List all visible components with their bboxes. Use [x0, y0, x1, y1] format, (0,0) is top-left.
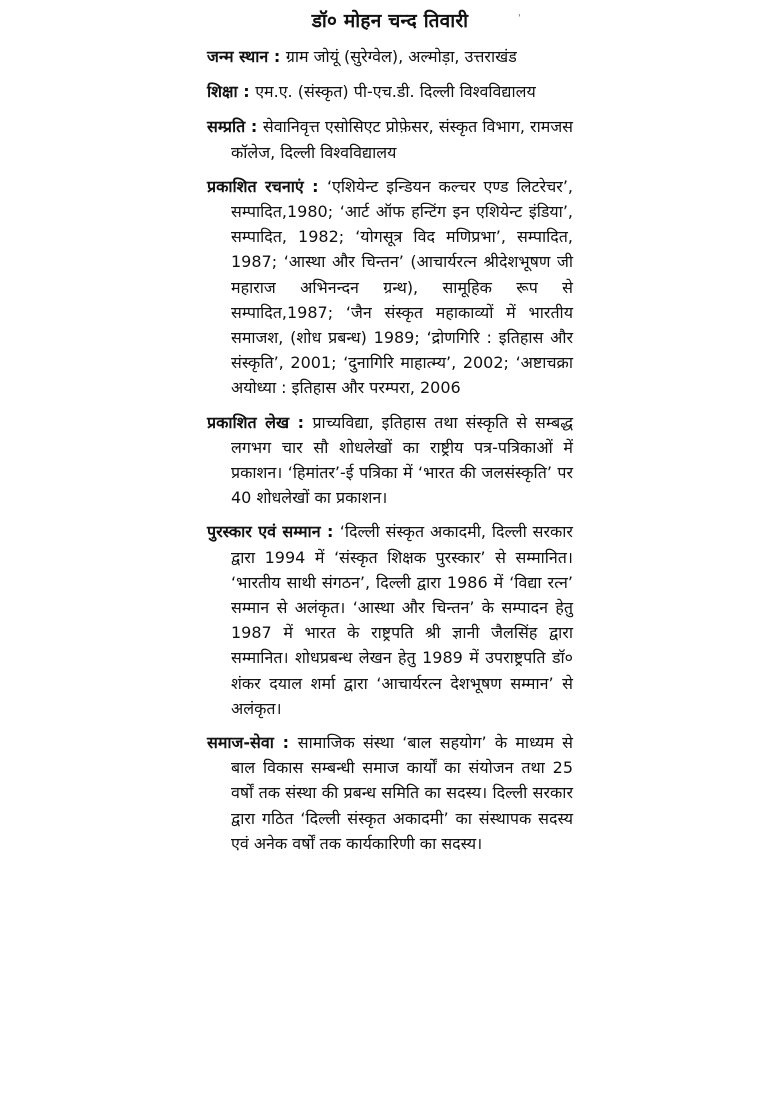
section-separator: :	[289, 412, 313, 432]
corner-mark: ˈ	[518, 14, 521, 24]
section-label: समाज-सेवा	[207, 733, 274, 753]
section-current-position	[207, 114, 573, 164]
section-label: सम्प्रति	[207, 117, 246, 137]
bio-sections	[207, 44, 573, 856]
section-birthplace	[207, 44, 573, 69]
section-separator: :	[237, 82, 256, 102]
section-social-service	[207, 730, 573, 856]
page-title: डॉ० मोहन चन्द तिवारी	[311, 10, 469, 32]
section-label: प्रकाशित रचनाएं	[207, 176, 304, 196]
section-text: ‘दिल्ली संस्कृत अकादमी, दिल्ली सरकार द्वारा 1994 में ‘संस्कृत शिक्षक पुरस्कार’ से सम्मानित। ‘भारतीय साथी संगठन’, दिल्ली द्वारा 1986 में ‘विद्या रत्न’ सम्मान से अलंकृत। ‘आस्था और चिन्तन’ के सम्पादन हेतु 1987 में भारत के राष्ट्रपति श्री ज्ञानी जैलसिंह द्वारा सम्मानित। शोधप्रबन्ध लेखन हेतु 1989 में उपराष्ट्रपति डॉ० शंकर दयाल शर्मा द्वारा ‘आचार्यरत्न देशभूषण सम्मान’ से अलंकृत।	[231, 522, 573, 718]
section-label: शिक्षा	[207, 82, 238, 102]
section-separator: :	[273, 733, 298, 753]
section-separator: :	[268, 47, 286, 66]
section-separator: :	[245, 117, 263, 137]
section-text: ‘एशियेन्ट इन्डियन कल्चर एण्ड लिटरेचर’, सम्पादित,1980; ‘आर्ट ऑफ हन्टिंग इन एशियेन्ट इंडिया’, सम्पादित, 1982; ‘योगसूत्र विद मणिप्रभा’, सम्पादित, 1987; ‘आस्था और चिन्तन’ (आचार्यरत्न श्रीदेशभूषण जी महाराज अभिनन्दन ग्रन्थ), सामूहिक रूप से सम्पादित,1987; ‘जैन संस्कृत महाकाव्यों में भारतीय समाजश, (शोध प्रबन्ध) 1989; ‘द्रोणगिरि : इतिहास और संस्कृति’, 2001; ‘दुनागिरि माहात्म्य’, 2002; ‘अष्टाचक्रा अयोध्या : इतिहास और परम्परा, 2006	[231, 176, 573, 398]
section-text: एम.ए. (संस्कृत) पी-एच.डी. दिल्ली विश्वविद्यालय	[255, 82, 536, 102]
section-label: पुरस्कार एवं सम्मान	[207, 522, 321, 542]
section-education	[207, 79, 573, 104]
section-separator: :	[303, 176, 327, 196]
section-label: जन्म स्थान	[207, 47, 269, 66]
section-text: सामाजिक संस्था ‘बाल सहयोग’ के माध्यम से बाल विकास सम्बन्धी समाज कार्यों का संयोजन तथा 25 वर्षों तक संस्था की प्रबन्ध समिति का सदस्य। दिल्ली सरकार द्वारा गठित ‘दिल्ली संस्कृत अकादमी’ का संस्थापक सदस्य एवं अनेक वर्षों तक कार्यकारिणी का सदस्य।	[231, 733, 573, 853]
section-separator: :	[320, 522, 340, 542]
section-published-works	[207, 174, 573, 401]
section-published-articles	[207, 410, 573, 511]
section-text: सेवानिवृत्त एसोसिएट प्रोफ़ेसर, संस्कृत विभाग, रामजस कॉलेज, दिल्ली विश्वविद्यालय	[231, 117, 574, 162]
section-text: ग्राम जोयूं (सुरेग्वेल), अल्मोड़ा, उत्तराखंड	[285, 47, 517, 66]
section-text: प्राच्यविद्या, इतिहास तथा संस्कृति से सम्बद्ध लगभग चार सौ शोधलेखों का राष्ट्रीय पत्र-पत्रिकाओं में प्रकाशन। ‘हिमांतर’-ई पत्रिका में ‘भारत की जलसंस्कृति’ पर 40 शोधलेखों का प्रकाशन।	[231, 412, 573, 508]
section-label: प्रकाशित लेख	[207, 412, 290, 432]
section-awards	[207, 519, 573, 721]
